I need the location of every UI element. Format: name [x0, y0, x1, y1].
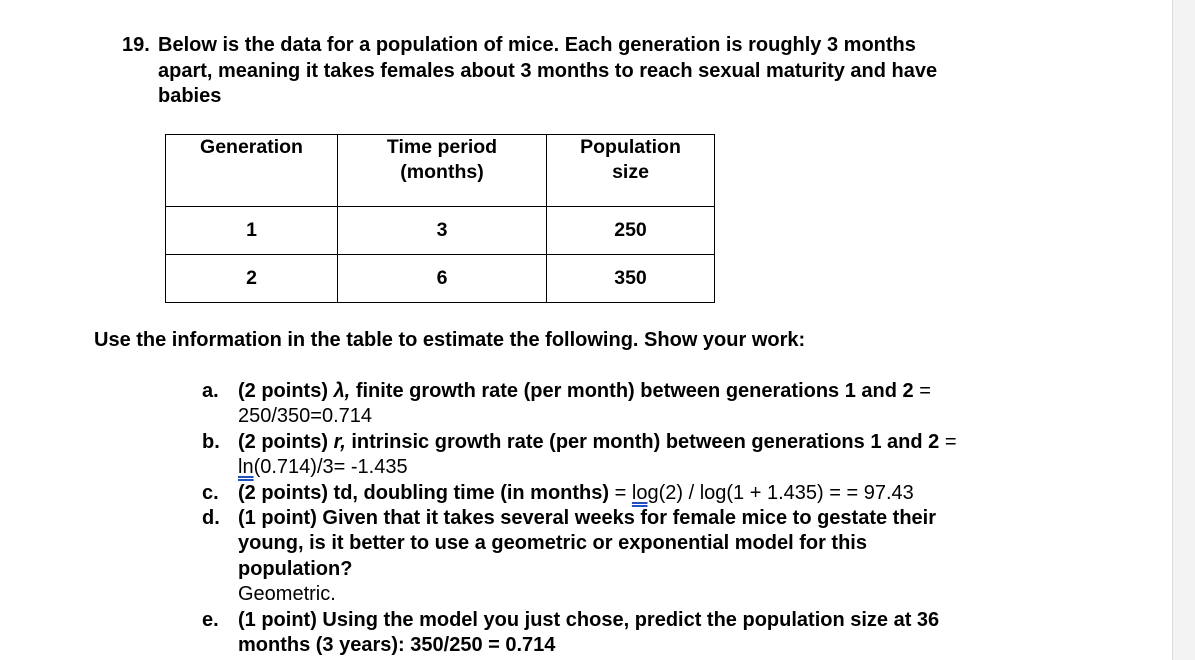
question-text-line-1: Below is the data for a population of mice. Each generation is roughly 3 months [158, 34, 916, 56]
answer-a: 250/350=0.714 [238, 405, 373, 428]
part-letter: c. [202, 481, 219, 504]
cell-population: 250 [547, 207, 715, 255]
table-row [166, 207, 715, 255]
part-letter: e. [202, 608, 219, 631]
part-a: a. (2 points) λ, finite growth rate (per month) between generations 1 and 2 = 250/350=0.714 [202, 379, 1042, 430]
spellcheck-log: log [631, 481, 659, 504]
header-generation: Generation [166, 135, 338, 207]
population-data-table [165, 134, 715, 303]
question-number: 19. [122, 34, 150, 56]
answer-c: = log(2) / log(1 + 1.435) = = 97.43 [614, 481, 914, 504]
cell-population: 350 [547, 255, 715, 303]
question-text-line-2: apart, meaning it takes females about 3 months to reach sexual maturity and have [158, 59, 938, 82]
instruction-text: Use the information in the table to estimate the following. Show your work: [94, 329, 806, 351]
cell-generation: 1 [166, 207, 338, 255]
cell-generation: 2 [166, 255, 338, 303]
table-row [166, 255, 715, 303]
question-parts-list [202, 379, 1042, 658]
r-symbol: r, [333, 430, 346, 453]
spellcheck-ln: ln [238, 456, 254, 479]
answer-b: ln(0.714)/3= -1.435 [238, 456, 408, 479]
question-heading [122, 33, 1032, 110]
question-text-line-3: babies [158, 85, 222, 107]
lambda-symbol: λ, [333, 380, 351, 402]
part-b: b. (2 points) r, intrinsic growth rate (per month) between generations 1 and 2 = ln(0.714)/3= -1.435 [202, 430, 1042, 481]
part-e: e. (1 point) Using the model you just chose, predict the population size at 36 months (3 years): 350/250 = 0.714 [202, 608, 1042, 659]
header-time-period: Time period (months) [338, 135, 547, 207]
scrollbar-gutter[interactable] [1172, 0, 1195, 660]
part-letter: a. [202, 380, 219, 402]
part-letter: b. [202, 430, 220, 453]
answer-d: Geometric. [238, 583, 336, 606]
part-c: c. (2 points) td, doubling time (in months) = log(2) / log(1 + 1.435) = = 97.43 [202, 481, 1042, 506]
cell-time: 6 [338, 255, 547, 303]
part-d: d. (1 point) Given that it takes several weeks for female mice to gestate their young, is it better to use a geometric or exponential model for this population? Geometric. [202, 506, 1042, 608]
cell-time: 3 [338, 207, 547, 255]
header-population-size: Population size [547, 135, 715, 207]
part-letter: d. [202, 507, 220, 530]
table-header-row [166, 135, 715, 207]
